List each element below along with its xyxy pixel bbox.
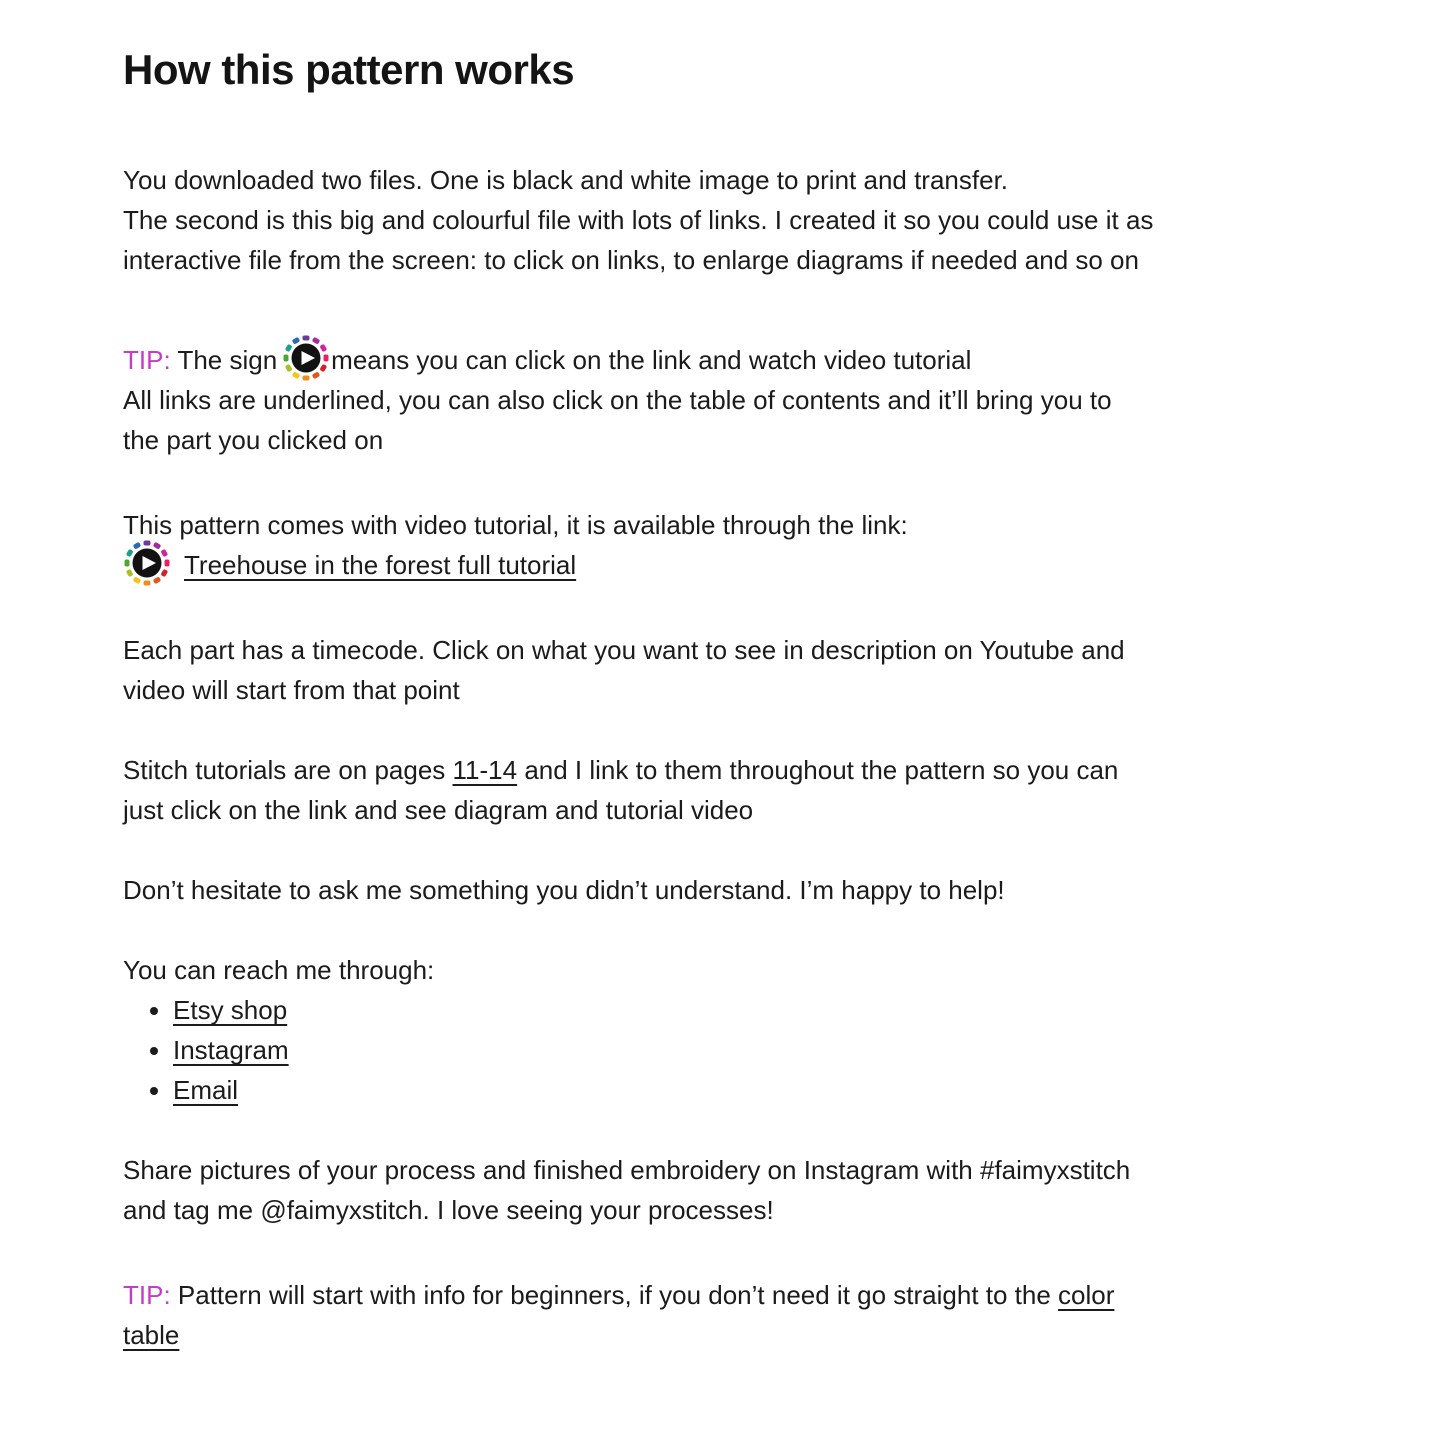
full-tutorial-link[interactable]: Treehouse in the forest full tutorial — [184, 550, 577, 580]
tip-label: TIP: — [123, 345, 171, 375]
color-table-link[interactable]: table — [123, 1320, 180, 1350]
page-content — [123, 46, 1338, 1355]
list-item — [173, 990, 1338, 1030]
tip-label: TIP: — [123, 1280, 171, 1310]
reach-intro: You can reach me through: — [123, 955, 435, 985]
timecode-paragraph: Each part has a timecode. Click on what you want to see in description on Youtube and video will start from that point — [123, 635, 1125, 705]
intro-paragraph: You downloaded two files. One is black and white image to print and transfer. The second is this big and colourful file with lots of links. I created it so you could use it as interactive file from the screen: to click on links, to enlarge diagrams if needed and so on — [123, 165, 1154, 275]
pages-11-14-link[interactable]: 11-14 — [452, 755, 518, 785]
contact-links-list — [123, 990, 1338, 1110]
page-title: How this pattern works — [123, 46, 575, 93]
color-table-link[interactable]: color — [1058, 1280, 1115, 1310]
list-item — [173, 1030, 1338, 1070]
etsy-shop-link[interactable]: Etsy shop — [173, 995, 288, 1025]
share-paragraph: Share pictures of your process and finished embroidery on Instagram with #faimyxstitch and tag me @faimyxstitch. I love seeing your processes! — [123, 1155, 1131, 1225]
video-tutorial-play-icon — [282, 334, 330, 382]
email-link[interactable]: Email — [173, 1075, 239, 1105]
video-tutorial-play-icon[interactable] — [123, 539, 171, 587]
list-item — [173, 1070, 1338, 1110]
help-paragraph: Don’t hesitate to ask me something you didn’t understand. I’m happy to help! — [123, 875, 1005, 905]
tip-video-sign-paragraph: TIP: The sign means you can click on the link and watch video tutorial All links are underlined, you can also click on the table of contents and it’ll bring you to the part you clicked on — [123, 340, 1338, 460]
video-tutorial-paragraph: This pattern comes with video tutorial, it is available through the link: Treehouse in the forest full tutorial — [123, 505, 1338, 585]
tip-beginners-paragraph: TIP: Pattern will start with info for beginners, if you don’t need it go straight to the color table — [123, 1280, 1115, 1350]
stitch-tutorials-paragraph: Stitch tutorials are on pages 11-14 and I link to them throughout the pattern so you can just click on the link and see diagram and tutorial video — [123, 755, 1119, 825]
instagram-link[interactable]: Instagram — [173, 1035, 289, 1065]
